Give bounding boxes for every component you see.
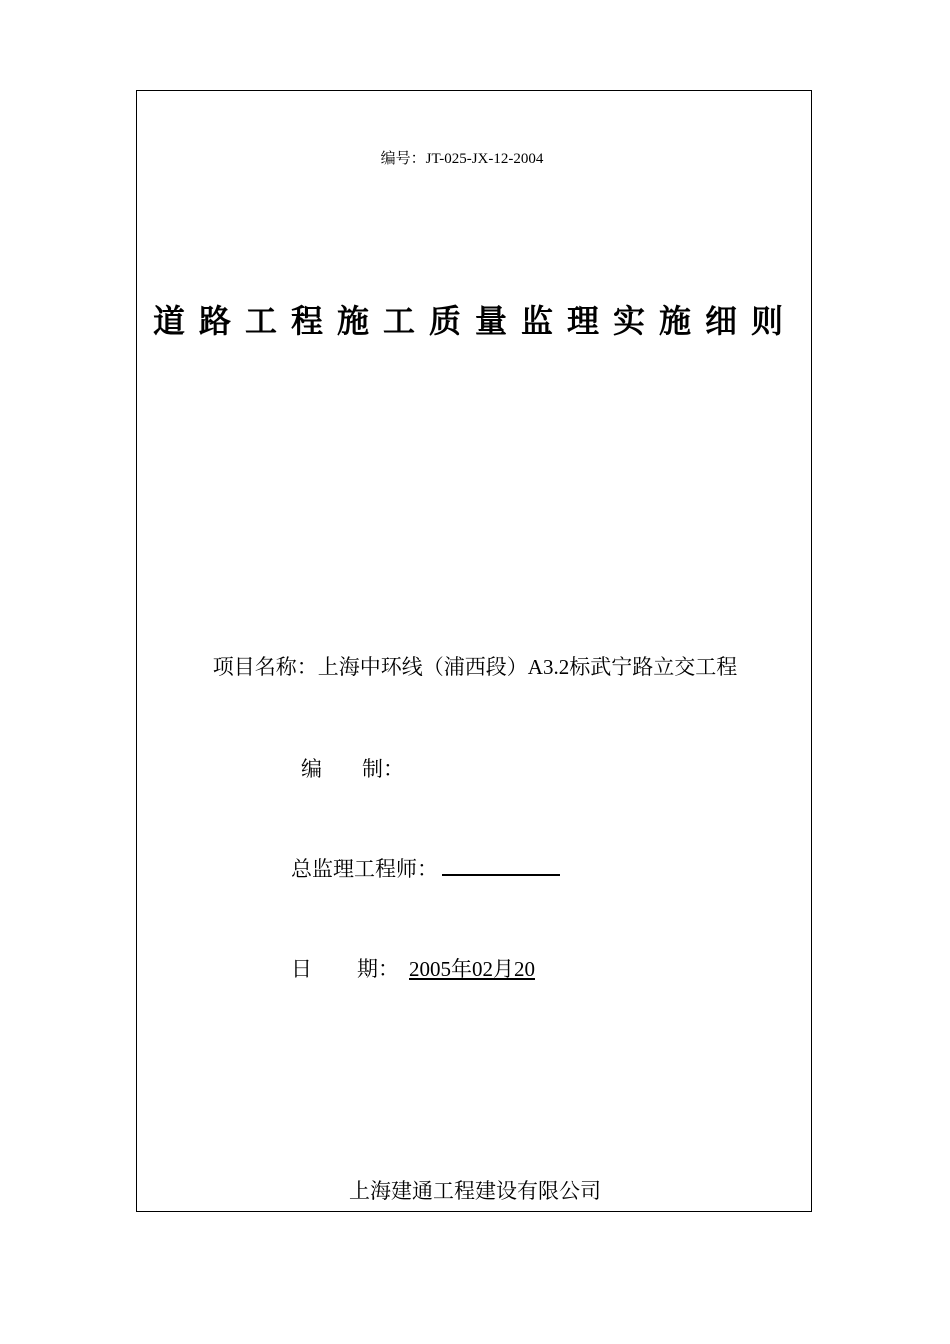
document-frame	[136, 90, 812, 1212]
chief-engineer-label: 总监理工程师：	[291, 857, 438, 881]
date-label-2: 期：	[357, 957, 399, 981]
compiler-label-1: 编	[301, 757, 322, 781]
date-label-1: 日	[291, 957, 312, 981]
date-value: 2005年02月20	[409, 957, 535, 981]
compiler-label-2: 制：	[362, 757, 404, 781]
chief-engineer-signature-line	[442, 854, 560, 876]
date-field	[291, 953, 557, 983]
document-number: 编号：JT-025-JX-12-2004	[380, 151, 544, 167]
project-name: 项目名称：上海中环线（浦西段）A3.2标武宁路立交工程	[212, 655, 738, 679]
compiler-field	[301, 753, 404, 783]
company-name: 上海建通工程建设有限公司	[349, 1179, 601, 1203]
document-title: 道路工程施工质量监理实施细则	[152, 302, 797, 340]
chief-engineer-field	[291, 853, 560, 883]
